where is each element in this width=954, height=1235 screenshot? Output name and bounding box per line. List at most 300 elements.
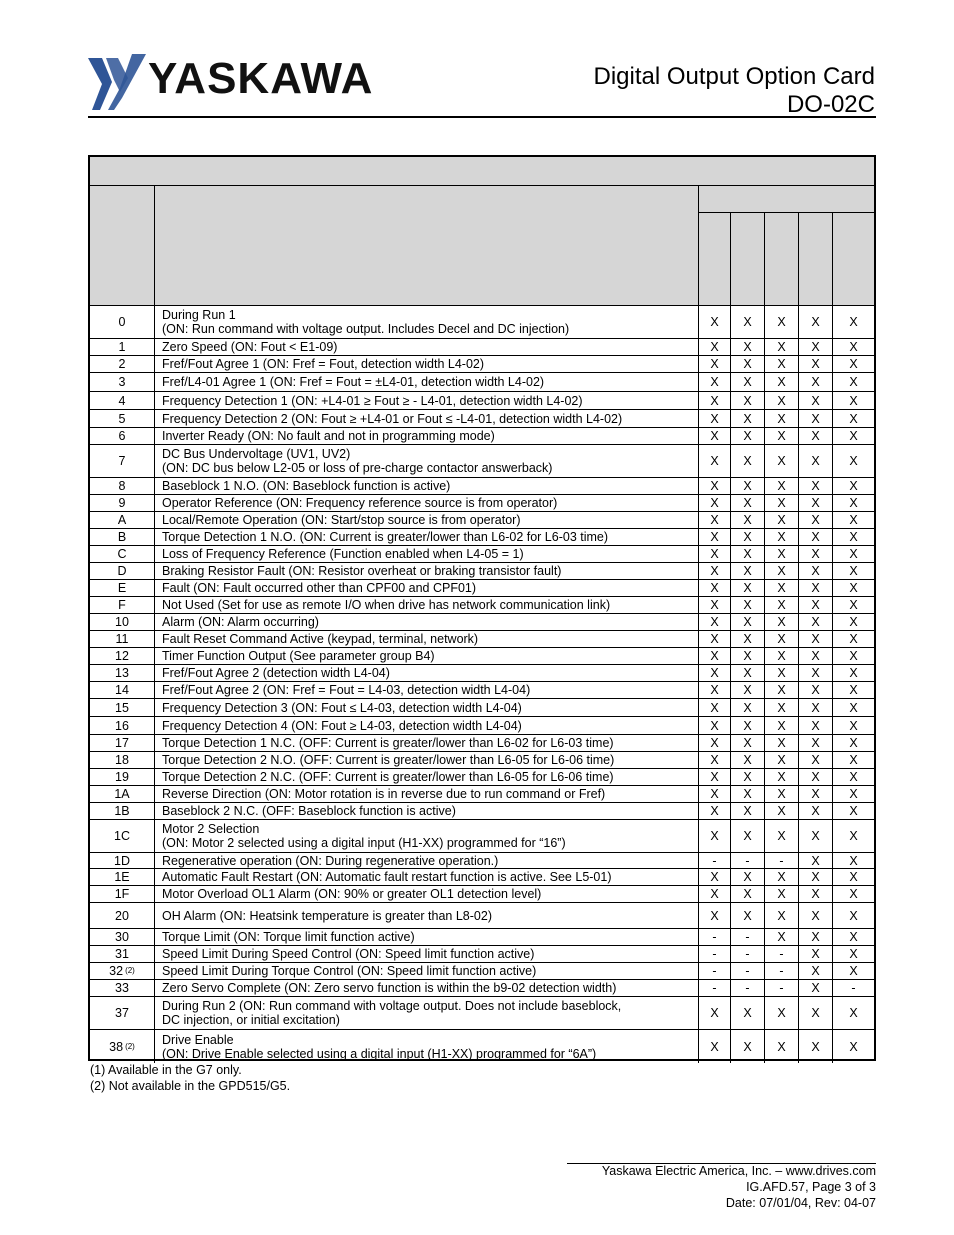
row-description: Torque Detection 1 N.C. (OFF: Current is greater/lower than L6-02 for L6-03 time) [154,735,698,751]
availability-mark: X [798,512,832,528]
footer-company: Yaskawa Electric America, Inc. – www.drives.com [601,1164,876,1178]
availability-mark: X [798,546,832,562]
row-code: 14 [115,683,129,697]
row-description: Frequency Detection 3 (ON: Fout ≤ L4-03, detection width L4-04) [154,699,698,716]
availability-mark: X [730,614,764,630]
availability-mark: X [698,529,730,545]
availability-mark: X [730,752,764,768]
table-row [90,478,874,495]
availability-mark: X [798,478,832,494]
availability-mark: X [798,820,832,852]
availability-mark: - [730,963,764,979]
availability-mark: - [730,980,764,996]
availability-mark: X [698,373,730,391]
row-description: Timer Function Output (See parameter group B4) [154,648,698,664]
table-row [90,903,874,929]
availability-mark: X [698,786,730,802]
availability-mark: X [764,512,798,528]
row-description: DC Bus Undervoltage (UV1, UV2) (ON: DC bus below L2-05 or loss of pre-charge contactor answerback) [154,445,698,477]
row-description: Motor 2 Selection (ON: Motor 2 selected using a digital input (H1-XX) programmed for “16”) [154,820,698,852]
availability-mark: X [832,529,874,545]
availability-mark: X [698,699,730,716]
header-rule [88,116,876,118]
availability-mark: X [698,648,730,664]
row-description: Torque Detection 1 N.O. (ON: Current is greater/lower than L6-02 for L6-03 time) [154,529,698,545]
availability-mark: X [798,886,832,902]
row-description: During Run 2 (ON: Run command with voltage output. Does not include baseblock, DC injection, or initial excitation) [154,997,698,1029]
title-line-1: Digital Output Option Card [593,63,875,90]
availability-mark: X [798,980,832,996]
availability-mark: X [832,339,874,355]
row-description: Fref/Fout Agree 1 (ON: Fref = Fout, detection width L4-02) [154,356,698,372]
footnote-marker: (2) [125,1041,135,1051]
table-row [90,699,874,717]
availability-mark: X [832,682,874,698]
table-row [90,735,874,752]
header-divider [730,212,731,305]
table-row [90,1030,874,1063]
table-body [90,305,874,1063]
availability-mark: X [698,563,730,579]
availability-mark: X [832,665,874,681]
availability-mark: - [730,929,764,945]
row-code: 6 [118,429,126,443]
availability-mark: X [764,997,798,1029]
table-row [90,614,874,631]
availability-mark: X [730,478,764,494]
header-divider [154,186,155,305]
availability-mark: X [798,648,832,664]
availability-mark: X [764,305,798,338]
availability-mark: X [698,614,730,630]
row-code: 15 [115,700,129,715]
row-code: A [117,513,127,527]
availability-mark: X [698,428,730,444]
availability-mark: X [698,495,730,511]
availability-mark: X [730,682,764,698]
availability-mark: X [730,803,764,819]
header-divider [832,212,833,305]
table-row [90,563,874,580]
row-code: E [117,581,127,595]
availability-mark: X [730,563,764,579]
availability-mark: X [764,1030,798,1063]
availability-mark: X [798,929,832,945]
availability-mark: X [730,631,764,647]
availability-mark: X [698,682,730,698]
availability-mark: X [798,563,832,579]
header-divider [798,212,799,305]
availability-mark: X [698,580,730,596]
availability-mark: X [698,717,730,734]
availability-mark: X [832,929,874,945]
table-row [90,339,874,356]
availability-mark: - [764,853,798,868]
yaskawa-logo [88,52,378,112]
availability-mark: X [764,339,798,355]
row-code: 1C [114,829,130,843]
availability-mark: X [698,820,730,852]
availability-mark: X [764,478,798,494]
availability-mark: X [798,963,832,979]
availability-mark: X [764,717,798,734]
availability-mark: X [764,752,798,768]
row-code: D [117,564,127,578]
availability-mark: - [698,853,730,868]
availability-mark: X [832,820,874,852]
availability-mark: - [698,963,730,979]
availability-mark: X [698,997,730,1029]
availability-mark: X [832,1030,874,1063]
availability-mark: X [832,428,874,444]
row-description: Motor Overload OL1 Alarm (ON: 90% or greater OL1 detection level) [154,886,698,902]
availability-mark: X [764,529,798,545]
table-row [90,445,874,478]
availability-mark: X [764,597,798,613]
table-row [90,546,874,563]
availability-mark: X [730,339,764,355]
row-code: C [117,547,127,561]
row-description: Regenerative operation (ON: During regenerative operation.) [154,853,698,868]
availability-mark: X [832,631,874,647]
availability-mark: X [730,786,764,802]
availability-mark: X [698,903,730,928]
availability-mark: X [832,946,874,962]
row-code: 8 [118,479,126,493]
availability-mark: X [730,886,764,902]
availability-mark: X [730,546,764,562]
availability-mark: X [832,580,874,596]
availability-mark: X [832,495,874,511]
availability-mark: X [698,305,730,338]
row-code: F [118,598,126,612]
availability-mark: X [698,886,730,902]
availability-mark: X [832,410,874,427]
table-row [90,410,874,428]
availability-mark: X [764,410,798,427]
row-code: 10 [115,615,129,629]
availability-mark: X [798,410,832,427]
availability-mark: X [764,903,798,928]
availability-mark: X [798,495,832,511]
availability-mark: X [798,699,832,716]
availability-mark: X [764,699,798,716]
table-row [90,997,874,1030]
availability-mark: X [698,769,730,785]
table-row [90,356,874,373]
row-description: Zero Speed (ON: Fout < E1-09) [154,339,698,355]
availability-mark: X [798,853,832,868]
table-row [90,665,874,682]
availability-mark: X [698,869,730,885]
availability-mark: X [698,410,730,427]
availability-mark: X [798,305,832,338]
row-description: Fref/Fout Agree 2 (ON: Fref = Fout = L4-03, detection width L4-04) [154,682,698,698]
availability-mark: X [730,392,764,409]
availability-mark: X [832,648,874,664]
row-code: 0 [118,314,126,329]
row-description: Speed Limit During Speed Control (ON: Speed limit function active) [154,946,698,962]
row-code: 18 [115,753,129,767]
availability-mark: - [832,980,874,996]
availability-mark: X [798,735,832,751]
availability-mark: X [798,786,832,802]
table-row [90,529,874,546]
availability-mark: X [798,428,832,444]
row-code: 12 [115,649,129,663]
availability-mark: X [764,373,798,391]
availability-mark: X [698,752,730,768]
availability-mark: X [730,445,764,477]
availability-mark: X [798,869,832,885]
table-row [90,803,874,820]
table-row [90,980,874,997]
availability-mark: X [832,445,874,477]
availability-mark: - [764,963,798,979]
row-code: 37 [115,1006,129,1020]
availability-mark: X [698,665,730,681]
availability-mark: X [764,648,798,664]
row-description: Zero Servo Complete (ON: Zero servo function is within the b9-02 detection width) [154,980,698,996]
row-code: 17 [115,736,129,750]
table-row [90,512,874,529]
footnote-2: (2) Not available in the GPD515/G5. [90,1079,291,1093]
footnotes [90,1062,290,1094]
availability-mark: X [764,614,798,630]
availability-mark: X [730,665,764,681]
availability-mark: X [730,1030,764,1063]
availability-mark: X [832,373,874,391]
row-description: Reverse Direction (ON: Motor rotation is in reverse due to run command or Fref) [154,786,698,802]
row-description: Speed Limit During Torque Control (ON: Speed limit function active) [154,963,698,979]
row-code: 30 [115,930,129,944]
table-row [90,769,874,786]
row-description: Torque Limit (ON: Torque limit function active) [154,929,698,945]
row-description: Local/Remote Operation (ON: Start/stop source is from operator) [154,512,698,528]
document-title [594,63,875,119]
availability-mark: X [832,699,874,716]
row-description: Fault Reset Command Active (keypad, terminal, network) [154,631,698,647]
availability-mark: X [798,717,832,734]
availability-mark: X [798,769,832,785]
availability-mark: - [698,980,730,996]
availability-mark: X [798,682,832,698]
row-code: 20 [115,908,129,923]
availability-mark: X [764,929,798,945]
table-row [90,373,874,392]
row-description: Baseblock 2 N.C. (OFF: Baseblock function is active) [154,803,698,819]
row-description: Fref/Fout Agree 2 (detection width L4-04) [154,665,698,681]
table-row [90,597,874,614]
row-code: 9 [118,496,126,510]
row-description: Drive Enable (ON: Drive Enable selected using a digital input (H1-XX) programmed for “6A”) [154,1030,698,1063]
table-row [90,786,874,803]
availability-mark: X [730,580,764,596]
row-description: Torque Detection 2 N.C. (OFF: Current is greater/lower than L6-05 for L6-06 time) [154,769,698,785]
availability-mark: X [798,339,832,355]
availability-mark: X [730,997,764,1029]
row-code: 7 [118,454,126,468]
availability-mark: X [832,392,874,409]
yaskawa-mark-icon [88,52,150,112]
availability-mark: X [832,869,874,885]
row-description: Frequency Detection 1 (ON: +L4-01 ≥ Fout ≥ - L4-01, detection width L4-02) [154,392,698,409]
availability-mark: X [832,717,874,734]
availability-mark: X [764,869,798,885]
table-row [90,495,874,512]
row-description: Not Used (Set for use as remote I/O when drive has network communication link) [154,597,698,613]
row-code: 1E [114,870,130,884]
availability-mark: X [798,356,832,372]
footer-date: Date: 07/01/04, Rev: 04-07 [725,1196,876,1210]
availability-mark: X [832,769,874,785]
availability-mark: X [832,597,874,613]
availability-mark: X [832,546,874,562]
table-row [90,682,874,699]
table-row [90,820,874,853]
row-description: Torque Detection 2 N.O. (OFF: Current is greater/lower than L6-05 for L6-06 time) [154,752,698,768]
availability-mark: X [698,597,730,613]
row-description: Loss of Frequency Reference (Function enabled when L4-05 = 1) [154,546,698,562]
availability-mark: X [764,445,798,477]
availability-mark: X [764,786,798,802]
table-row [90,580,874,597]
row-code: 31 [115,947,129,961]
availability-mark: X [798,631,832,647]
availability-mark: X [798,803,832,819]
availability-mark: - [730,946,764,962]
availability-mark: X [764,886,798,902]
availability-mark: X [798,752,832,768]
availability-mark: X [764,682,798,698]
table-row [90,392,874,410]
availability-mark: X [698,356,730,372]
availability-mark: X [764,803,798,819]
availability-mark: X [698,631,730,647]
footer-page: IG.AFD.57, Page 3 of 3 [746,1180,876,1194]
row-code: 5 [118,411,126,426]
row-description: OH Alarm (ON: Heatsink temperature is greater than L8-02) [154,903,698,928]
availability-mark: X [698,1030,730,1063]
availability-mark: X [698,478,730,494]
availability-mark: X [832,512,874,528]
availability-mark: X [730,648,764,664]
availability-mark: X [832,356,874,372]
availability-mark: X [798,946,832,962]
row-code: 1A [114,787,130,801]
footnote-marker: (2) [125,966,135,975]
availability-mark: X [730,410,764,427]
availability-mark: X [832,903,874,928]
availability-mark: X [730,735,764,751]
availability-mark: X [764,356,798,372]
row-code: 1D [114,853,130,868]
row-description: Braking Resistor Fault (ON: Resistor overheat or braking transistor fault) [154,563,698,579]
footnote-1: (1) Available in the G7 only. [90,1063,242,1077]
availability-mark: X [730,305,764,338]
availability-mark: X [764,665,798,681]
availability-mark: X [730,699,764,716]
availability-mark: X [832,997,874,1029]
availability-mark: X [698,339,730,355]
table-row [90,631,874,648]
availability-mark: X [798,1030,832,1063]
availability-mark: X [698,392,730,409]
row-description: Frequency Detection 4 (ON: Fout ≥ L4-03, detection width L4-04) [154,717,698,734]
table-row [90,648,874,665]
availability-mark: X [730,869,764,885]
availability-mark: X [764,769,798,785]
row-code: 19 [115,770,129,784]
availability-mark: X [798,580,832,596]
table-title-band [90,157,874,186]
table-row [90,946,874,963]
row-description: Fault (ON: Fault occurred other than CPF00 and CPF01) [154,580,698,596]
row-code: 1F [114,887,130,901]
availability-mark: X [798,392,832,409]
table-header [90,186,874,306]
availability-mark: X [832,478,874,494]
availability-mark: X [798,614,832,630]
availability-mark: - [698,946,730,962]
availability-mark: X [764,546,798,562]
row-code: 4 [118,393,126,408]
row-code: 33 [115,981,129,995]
header-divider [698,186,699,305]
row-code: 32 (2) [109,964,135,978]
row-description: Frequency Detection 2 (ON: Fout ≥ +L4-01 or Fout ≤ -L4-01, detection width L4-02) [154,410,698,427]
availability-mark: X [832,786,874,802]
availability-mark: X [764,631,798,647]
table-row [90,929,874,946]
table-row [90,752,874,769]
availability-mark: X [730,769,764,785]
row-code: 13 [115,666,129,680]
row-description: Automatic Fault Restart (ON: Automatic fault restart function is active. See L5-01) [154,869,698,885]
row-description: Alarm (ON: Alarm occurring) [154,614,698,630]
availability-mark: X [730,717,764,734]
availability-mark: X [698,735,730,751]
row-description: Fref/L4-01 Agree 1 (ON: Fref = Fout = ±L4-01, detection width L4-02) [154,373,698,391]
availability-mark: X [764,735,798,751]
availability-mark: X [764,392,798,409]
row-description: Operator Reference (ON: Frequency reference source is from operator) [154,495,698,511]
availability-mark: X [698,512,730,528]
table-row [90,869,874,886]
availability-mark: X [764,580,798,596]
availability-mark: X [832,752,874,768]
availability-mark: X [698,803,730,819]
availability-mark: - [698,929,730,945]
availability-mark: X [730,495,764,511]
row-description: During Run 1 (ON: Run command with voltage output. Includes Decel and DC injection) [154,305,698,338]
row-code: 16 [115,718,129,733]
header-divider [698,212,874,213]
table-row [90,428,874,445]
availability-mark: - [730,853,764,868]
row-code: 1 [118,340,126,354]
availability-mark: X [764,495,798,511]
availability-mark: X [832,614,874,630]
availability-mark: X [832,305,874,338]
row-code: 38 (2) [109,1039,135,1054]
availability-mark: X [798,903,832,928]
row-code: 1B [114,804,130,818]
availability-mark: - [764,946,798,962]
availability-mark: X [698,546,730,562]
availability-mark: X [798,529,832,545]
availability-mark: X [764,820,798,852]
